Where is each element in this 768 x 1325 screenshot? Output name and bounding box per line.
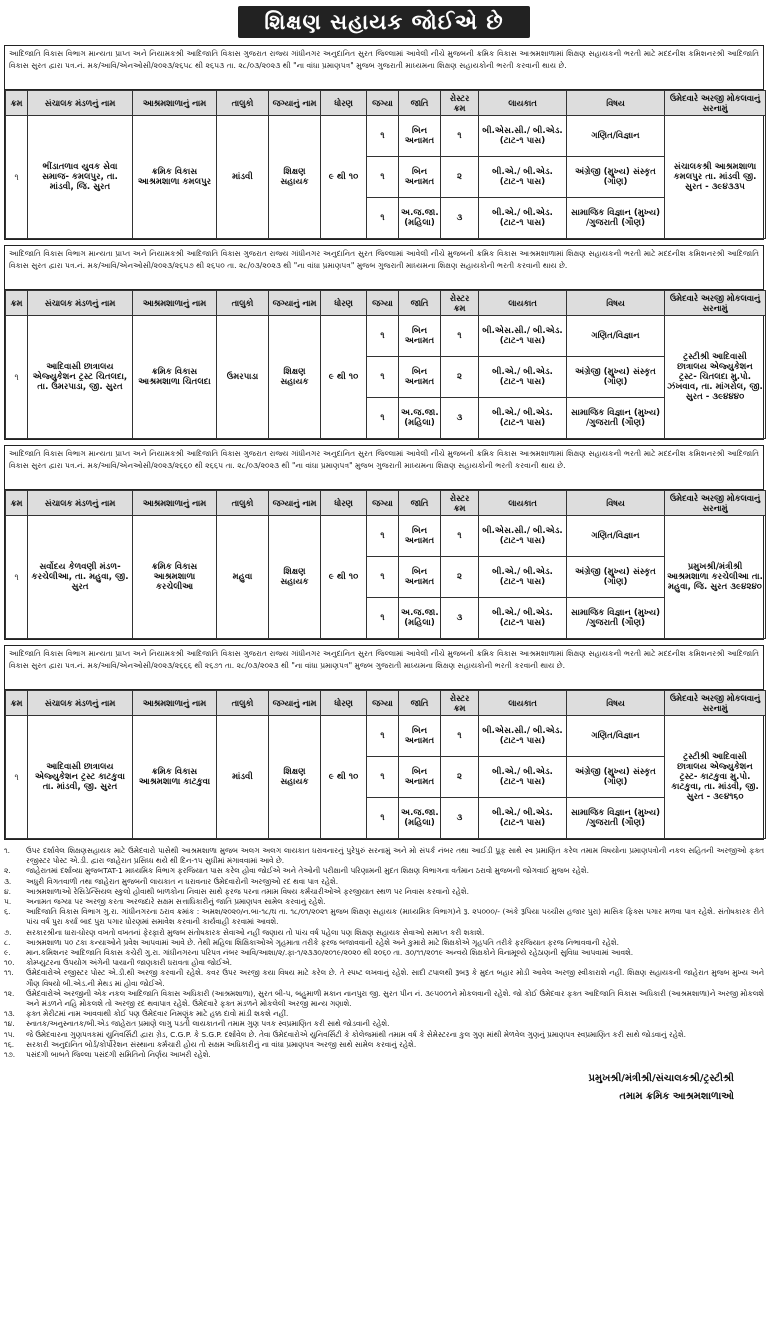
- note-number: ૫.: [4, 897, 12, 907]
- blocks-container: [4, 45, 764, 840]
- note-text: સ્નાતક/અનુસ્નાતક/બી.એડ જાહેરાત પ્રમાણે લાગુ પડતી લાયકાતની તમામ ગુણ પત્રક સ્વપ્રમાણિત કરી સાથે જોડવાની રહેશે.: [26, 1019, 390, 1029]
- column-header: લાયકાત: [479, 291, 567, 316]
- column-header: જગ્યા: [367, 491, 399, 516]
- note-number: ૬.: [4, 907, 11, 917]
- cell-management-name: આદિવાસી છાત્રાલય એજ્યુકેશન ટ્રસ્ટ ચિતલદા, તા. ઉમરપાડા, જી. સુરત: [28, 316, 133, 439]
- note-item: [4, 846, 764, 866]
- cell-standard: ૯ થી ૧૦: [321, 516, 367, 639]
- column-header: જાતિ: [399, 491, 441, 516]
- cell-vacancy-count: ૧: [367, 557, 399, 598]
- cell-roster-no: ૨: [441, 757, 479, 798]
- note-text: કોમ્પ્યુટરના ઉપયોગ અંગેની પાયાની જાણકારી ધરાવતા હોવા જોઈએ.: [26, 958, 232, 968]
- note-number: ૧૧.: [4, 968, 14, 978]
- cell-vacancy-count: ૧: [367, 198, 399, 239]
- cell-taluka: માંડવી: [217, 716, 269, 839]
- cell-qualification: બી.એ./ બી.એડ. (ટાટ-૧ પાસ): [479, 798, 567, 839]
- cell-qualification: બી.એ./ બી.એડ. (ટાટ-૧ પાસ): [479, 757, 567, 798]
- cell-address: ટ્રસ્ટીશ્રી આદિવાસી છાત્રાલય એજ્યુકેશન ટ્રસ્ટ- કાટકુવા મુ.પો. કાટકુવા, તા. માંડવી, જી. સુરત - ૩૯૪૧૬૦: [665, 716, 766, 839]
- column-header: ઉમેદવારે અરજી મોકલવાનું સરનામું: [665, 291, 766, 316]
- column-header: વિષય: [567, 91, 665, 116]
- column-header: રોસ્ટર ક્રમ: [441, 291, 479, 316]
- note-item: [4, 877, 764, 887]
- recruitment-block: [4, 245, 764, 440]
- cell-serial: ૧: [6, 316, 28, 439]
- cell-caste: અ.જ.જા. (મહિલા): [399, 598, 441, 639]
- note-text: ઉપર દર્શાવેલ શિક્ષણસહાયક માટે ઉમેદવારો પાસેથી આશ્રમશાળા મુજબ અલગ અલગ લાયકાત ધરાવનારનું પુરેપુરું સરનામું અને મો સંપર્ક નંબર તથા આઈડી પ્રૂફ સાથે સ્વ પ્રમાણિત કરેલ તમામ વિષયોના પ્રમાણપત્રોની નકલ સહિતની અરજીઓ ફક્ત રજીસ્ટર પોસ્ટ એ.ડી. દ્વારા જાહેરાત પ્રસિધ્ધ થયે થી દિન-૧૫ સુધીમાં મંગાવવામાં આવે છે.: [26, 846, 764, 866]
- cell-qualification: બી.એસ.સી./ બી.એડ. (ટાટ-૧ પાસ): [479, 316, 567, 357]
- note-item: [4, 887, 764, 897]
- column-header: જગ્યાનું નામ: [269, 291, 321, 316]
- note-item: [4, 1040, 764, 1050]
- cell-serial: ૧: [6, 516, 28, 639]
- note-number: ૧૭.: [4, 1050, 16, 1060]
- cell-subject: સામાજિક વિજ્ઞાન (મુખ્ય) /ગુજરાતી (ગૌણ): [567, 198, 665, 239]
- cell-address: પ્રમુખશ્રી/મંત્રીશ્રી આશ્રમશાળા કરચેલીઆ તા. મહુવા, જિ. સુરત ૩૯૪૨૪૦: [665, 516, 766, 639]
- signature-line-2: તમામ ક્રમિક આશ્રમશાળાઓ: [619, 1091, 734, 1103]
- note-text: ફક્ત મેરીટમાં નામ આવવાથી કોઈ પણ ઉમેદવાર નિમણુંક માટે હક્ક દાવો માંડી શકશે નહીં.: [26, 1009, 289, 1019]
- column-header: ઉમેદવારે અરજી મોકલવાનું સરનામું: [665, 691, 766, 716]
- cell-roster-no: ૨: [441, 357, 479, 398]
- cell-roster-no: ૩: [441, 198, 479, 239]
- cell-vacancy-count: ૧: [367, 798, 399, 839]
- cell-qualification: બી.એ./ બી.એડ. (ટાટ-૧ પાસ): [479, 157, 567, 198]
- note-item: [4, 1009, 764, 1019]
- column-header: જાતિ: [399, 91, 441, 116]
- column-header: તાલુકો: [217, 491, 269, 516]
- column-header: સંચાલક મંડળનું નામ: [28, 291, 133, 316]
- column-header: સંચાલક મંડળનું નામ: [28, 91, 133, 116]
- advertisement-page: [4, 0, 764, 1106]
- note-number: ૧.: [4, 846, 10, 855]
- note-number: ૭.: [4, 927, 12, 937]
- column-header: જાતિ: [399, 691, 441, 716]
- note-text: માન.કમિશનર આદિજાતિ વિકાસ કચેરી ગુ.રા. ગાંધીનગરના પરિપત્ર નંબર આવિ/આશા/૨/.ફા-૧/૨૩૩૦/૨૦૧૯/૨૦૨૦ થી ૨૦૬૦ તા. ૩૦/૧૧/૨૦૧૯ અન્વયે શિક્ષકોને વિનામૂલ્યે રહેઠાણની સુવિધા આપવામાં આવશે.: [26, 948, 634, 958]
- cell-subject: અંગ્રેજી (મુખ્ય) સંસ્કૃત (ગૌણ): [567, 557, 665, 598]
- cell-roster-no: ૨: [441, 557, 479, 598]
- cell-caste: બિન અનામત: [399, 516, 441, 557]
- cell-caste: બિન અનામત: [399, 557, 441, 598]
- column-header: રોસ્ટર ક્રમ: [441, 491, 479, 516]
- cell-roster-no: ૩: [441, 598, 479, 639]
- cell-ashram-name: ક્રમિક વિકાસ આશ્રમશાળા કાટકુવા: [133, 716, 217, 839]
- block-intro: આદિજાતિ વિકાસ વિભાગ માન્યતા પ્રાપ્ત અને નિયામકશ્રી આદિજાતિ વિકાસ ગુજરાત રાજ્ય ગાંધીનગર અનુદાનિત સુરત જિલ્લામાં આવેલી નીચે મુજબની ક્રમિક વિકાસ આશ્રમશાળામાં શિક્ષણ સહાયકની ભરતી માટે મદદનીશ કમિશનરશ્રી આદિજાતિ વિકાસ સુરત દ્વારા પત્ર.નં. મક/આવિ/એનઓસી/૨૦૨૩/૨૬૫૮ થી ૨૬૫૩ તા. ૨૮/૦૩/૨૦૨૩ થી "ના વાંધા પ્રમાણપત્ર" મુજબ ગુજરાતી માધ્યમના શિક્ષણ સહાયકોની ભરતી કરવાની થાય છે.: [5, 46, 763, 90]
- note-number: ૧૬.: [4, 1039, 15, 1049]
- block-intro: આદિજાતિ વિકાસ વિભાગ માન્યતા પ્રાપ્ત અને નિયામકશ્રી આદિજાતિ વિકાસ ગુજરાત રાજ્ય ગાંધીનગર અનુદાનિત સુરત જિલ્લામાં આવેલી નીચે મુજબની ક્રમિક વિકાસ આશ્રમશાળામાં શિક્ષણ સહાયકની ભરતી માટે મદદનીશ કમિશનરશ્રી આદિજાતિ વિકાસ સુરત દ્વારા પત્ર.નં. મક/આવિ/એનઓસી/૨૦૨૩/૨૬૬૦ થી ૨૬૬૫ તા. ૨૮/૦૩/૨૦૨૩ થી "ના વાંધા પ્રમાણપત્ર" મુજબ ગુજરાતી માધ્યમના શિક્ષણ સહાયકોની ભરતી કરવાની થાય છે.: [5, 446, 763, 490]
- column-header: ધોરણ: [321, 691, 367, 716]
- cell-vacancy-count: ૧: [367, 357, 399, 398]
- cell-subject: ગણિત/વિજ્ઞાન: [567, 316, 665, 357]
- column-header: ધોરણ: [321, 491, 367, 516]
- cell-vacancy-count: ૧: [367, 516, 399, 557]
- table-row: [6, 116, 766, 157]
- column-header: ધોરણ: [321, 91, 367, 116]
- note-number: ૯.: [4, 948, 11, 958]
- note-item: [4, 989, 764, 1009]
- column-header: લાયકાત: [479, 91, 567, 116]
- column-header: આશ્રમશાળાનું નામ: [133, 691, 217, 716]
- column-header: જગ્યા: [367, 691, 399, 716]
- vacancy-table: [5, 290, 766, 439]
- note-text: ઉમેદવારોએ અરજીની એક નકલ આદિજાતિ વિકાસ અધિકારી (આશ્રમશાળા), સુરત બી-૫, બહુમાળી મકાન નાનપુરા જી. સુરત પીન નં. ૩૯૫૦૦૧ને મોકલવાની રહેશે. જો કોઈ ઉમેદવાર ફક્ત આદિજાતિ વિકાસ અધિકારી (આશ્રમશાળા)ને અરજી મોકલશે અને મંડળને નહિ મોકલશે તો અરજી રદ થવાપાત્ર રહેશે. ઉમેદવારે ફક્ત મંડળને મોકલેલી અરજી માન્ય ગણાશે.: [26, 988, 764, 1009]
- cell-ashram-name: ક્રમિક વિકાસ આશ્રમશાળા કમલપુર: [133, 116, 217, 239]
- note-text: ઉમેદવારોએ રજીસ્ટર પોસ્ટ એ.ડી.થી અરજી કરવાની રહેશે. કવર ઉપર અરજી કયા વિષય માટે કરેલ છે. તે સ્પષ્ટ લખવાનું રહેશે. સાદી ટપાલથી રૂબરૂ કે મુદત બહાર મોડી આવેલ અરજી સ્વીકારાશે નહીં. શિક્ષણ સહાયકની જાહેરાત મુજબ મુખ્ય અને ગૌણ વિષયો બી.એડ.ની મેથડ માં હોવા જોઈએ.: [26, 968, 764, 988]
- column-header: વિષય: [567, 291, 665, 316]
- block-intro: આદિજાતિ વિકાસ વિભાગ માન્યતા પ્રાપ્ત અને નિયામકશ્રી આદિજાતિ વિકાસ ગુજરાત રાજ્ય ગાંધીનગર અનુદાનિત સુરત જિલ્લામાં આવેલી નીચે મુજબની ક્રમિક વિકાસ આશ્રમશાળામાં શિક્ષણ સહાયકની ભરતી માટે મદદનીશ કમિશનરશ્રી આદિજાતિ વિકાસ સુરત દ્વારા પત્ર.નં. મક/આવિ/એનઓસી/૨૦૨૩/૨૬૫૭ થી ૨૬૫૦ તા. ૨૮/૦૩/૨૦૨૩ થી "ના વાંધા પ્રમાણપત્ર" મુજબ ગુજરાતી માધ્યમના શિક્ષણ સહાયકોની ભરતી કરવાની થાય છે.: [5, 246, 763, 290]
- vacancy-table: [5, 690, 766, 839]
- cell-caste: બિન અનામત: [399, 357, 441, 398]
- cell-ashram-name: ક્રમિક વિકાસ આશ્રમશાળા કરચેલીઆ: [133, 516, 217, 639]
- note-text: જે ઉમેદવારના ગુણપત્રકમાં યુનિવર્સિટી દ્વારા ગ્રેડ, C.G.P. કે S.G.P. દર્શાવેલ છે. તેવા ઉમેદવારોએ યુનિવર્સિટી કે કોલેજમાંથી તમામ વર્ષ કે સેમેસ્ટરના કુલ ગુણ માંથી મેળવેલ ગુણનું પ્રમાણપત્ર સ્વપ્રમાણિત કરી સાથે જોડવાનું રહેશે.: [26, 1029, 687, 1039]
- column-header: જગ્યાનું નામ: [269, 91, 321, 116]
- cell-vacancy-count: ૧: [367, 398, 399, 439]
- cell-caste: બિન અનામત: [399, 157, 441, 198]
- note-text: સરકારી અનુદાનિત બોર્ડ/કોર્પોરેશન સંસ્થાના કર્મચારી હોય તો સક્ષમ અધિકારીનું ના વાંધા પ્રમાણપત્ર અરજી સાથે સામેલ કરવાનું રહેશે.: [26, 1039, 417, 1049]
- note-number: ૧૨.: [4, 988, 15, 998]
- note-item: [4, 1030, 764, 1040]
- note-number: ૧૩.: [4, 1009, 15, 1019]
- cell-qualification: બી.એસ.સી./ બી.એડ. (ટાટ-૧ પાસ): [479, 516, 567, 557]
- note-text: જાહેરાતમાં દર્શાવ્યા મુજબTAT-1 માધ્યમિક વિભાગ ફરજિયાત પાસ કરેલ હોવા જોઈએ અને તેઓની પરીક્ષાની પરિણામની મુદત શિક્ષણ વિભાગના વર્તમાન ઠરાવો મુજબની જોગવાઈ મુજબ રહેશે.: [26, 866, 589, 876]
- note-number: ૩.: [4, 876, 12, 886]
- cell-caste: અ.જ.જા. (મહિલા): [399, 798, 441, 839]
- note-item: [4, 948, 764, 958]
- cell-vacancy-count: ૧: [367, 116, 399, 157]
- cell-standard: ૯ થી ૧૦: [321, 316, 367, 439]
- notes-list: [4, 846, 764, 1060]
- cell-standard: ૯ થી ૧૦: [321, 716, 367, 839]
- signature-line-1: પ્રમુખશ્રી/મંત્રીશ્રી/સંચાલકશ્રી/ટ્રસ્ટીશ્રી: [588, 1073, 734, 1085]
- cell-subject: અંગ્રેજી (મુખ્ય) સંસ્કૃત (ગૌણ): [567, 157, 665, 198]
- cell-subject: અંગ્રેજી (મુખ્ય) સંસ્કૃત (ગૌણ): [567, 757, 665, 798]
- page-title: શિક્ષણ સહાયક જોઈએ છે: [238, 6, 529, 38]
- note-item: [4, 897, 764, 907]
- column-header: આશ્રમશાળાનું નામ: [133, 291, 217, 316]
- cell-vacancy-count: ૧: [367, 716, 399, 757]
- cell-serial: ૧: [6, 116, 28, 239]
- column-header: આશ્રમશાળાનું નામ: [133, 91, 217, 116]
- note-number: ૧૦.: [4, 958, 15, 968]
- cell-roster-no: ૧: [441, 516, 479, 557]
- cell-subject: ગણિત/વિજ્ઞાન: [567, 716, 665, 757]
- column-header: જગ્યાનું નામ: [269, 691, 321, 716]
- cell-subject: સામાજિક વિજ્ઞાન (મુખ્ય) /ગુજરાતી (ગૌણ): [567, 798, 665, 839]
- cell-qualification: બી.એ./ બી.એડ. (ટાટ-૧ પાસ): [479, 357, 567, 398]
- cell-roster-no: ૩: [441, 798, 479, 839]
- note-item: [4, 866, 764, 876]
- cell-roster-no: ૨: [441, 157, 479, 198]
- column-header: ઉમેદવારે અરજી મોકલવાનું સરનામું: [665, 491, 766, 516]
- note-item: [4, 1050, 764, 1060]
- cell-taluka: માંડવી: [217, 116, 269, 239]
- cell-address: સંચાલકશ્રી આશ્રમશાળા કમલપુર તા. માંડવી જી. સુરત - ૩૯૪૩૩૫: [665, 116, 766, 239]
- vacancy-table: [5, 90, 766, 239]
- cell-subject: અંગ્રેજી (મુખ્ય) સંસ્કૃત (ગૌણ): [567, 357, 665, 398]
- signature: [4, 1070, 764, 1106]
- column-header: રોસ્ટર ક્રમ: [441, 91, 479, 116]
- note-text: આદિજાતિ વિકાસ વિભાગ ગુ.રા. ગાંધીનગરના ઠરાવ ક્રમાંક : અમશ/૨૦૨૦/ન.બા-૧૮/ઘ તા. ૧૮/૦૧/૨૦૨૧ મુજબ શિક્ષણ સહાયક (માધ્યમિક વિભાગ)ને રૂ. ૨૫૦૦૦/- (અંકે રૂપિયા પચ્ચીસ હજાર પુરા) માસિક ફિક્સ પગાર મળવા પાત્ર રહેશે. સંતોષકારક રીતે પાંચ વર્ષ પુરા કર્યા બાદ પુરા પગાર ધોરણમાં સમાવેશ કરવાની કાર્યવાહી કરવામાં આવશે.: [26, 907, 764, 927]
- column-header: લાયકાત: [479, 691, 567, 716]
- note-number: ૧૪.: [4, 1019, 15, 1029]
- cell-qualification: બી.એ./ બી.એડ. (ટાટ-૧ પાસ): [479, 198, 567, 239]
- column-header: તાલુકો: [217, 291, 269, 316]
- cell-management-name: ભીંડાતળાવ યુવક સેવા સમાજ- કમલપુર, તા. માંડવી, જિ. સુરત: [28, 116, 133, 239]
- column-header: ઉમેદવારે અરજી મોકલવાનું સરનામું: [665, 91, 766, 116]
- cell-roster-no: ૧: [441, 316, 479, 357]
- note-number: ૧૫.: [4, 1029, 15, 1039]
- cell-address: ટ્રસ્ટીશ્રી આદિવાસી છાત્રાલય એજ્યુકેશન ટ્રસ્ટ- ચિતલદા મુ.પો. ઝંખવાવ, તા. માંગરોલ, જી. સુરત - ૩૯૪૪૪૦: [665, 316, 766, 439]
- column-header: રોસ્ટર ક્રમ: [441, 691, 479, 716]
- vacancy-table: [5, 490, 766, 639]
- column-header: જગ્યા: [367, 291, 399, 316]
- cell-qualification: બી.એ./ બી.એડ. (ટાટ-૧ પાસ): [479, 398, 567, 439]
- cell-subject: સામાજિક વિજ્ઞાન (મુખ્ય) /ગુજરાતી (ગૌણ): [567, 598, 665, 639]
- cell-caste: બિન અનામત: [399, 116, 441, 157]
- cell-caste: બિન અનામત: [399, 316, 441, 357]
- note-item: [4, 938, 764, 948]
- note-number: ૮.: [4, 937, 11, 947]
- note-item: [4, 968, 764, 988]
- recruitment-block: [4, 645, 764, 840]
- note-item: [4, 907, 764, 927]
- column-header: લાયકાત: [479, 491, 567, 516]
- cell-roster-no: ૧: [441, 716, 479, 757]
- cell-caste: અ.જ.જા. (મહિલા): [399, 198, 441, 239]
- cell-subject: સામાજિક વિજ્ઞાન (મુખ્ય) /ગુજરાતી (ગૌણ): [567, 398, 665, 439]
- cell-roster-no: ૩: [441, 398, 479, 439]
- column-header: વિષય: [567, 691, 665, 716]
- column-header: જગ્યાનું નામ: [269, 491, 321, 516]
- cell-vacancy-count: ૧: [367, 598, 399, 639]
- note-text: આશ્રમશાળા ૫૦ ટકા કન્યાઓને પ્રવેશ આપવામાં આવે છે. તેથી મહિલા શિક્ષિકાઓએ ગૃહમાતા તરીકે ફરજ બજાવવાની રહેશે અને કુમારો માટે શિક્ષકોએ ગૃહપતિ તરીકે ફરજિયાત ફરજ નિભાવવાની રહેશે.: [26, 937, 619, 947]
- note-text: અનામત જગ્યા પર અરજી કરતા અરજદારે સક્ષમ સત્તાધિકારીનું જાતિ પ્રમાણપત્ર સામેલ કરવાનું રહેશે.: [26, 897, 326, 907]
- cell-vacancy-count: ૧: [367, 316, 399, 357]
- cell-subject: ગણિત/વિજ્ઞાન: [567, 116, 665, 157]
- note-text: સરકારશ્રીના ધારા-ધોરણ વખતો વખતનાં ફેરફારો મુજબ સંતોષકારક સેવાઓ નહીં જણાય તો પાંચ વર્ષ પહેલા પણ શિક્ષણ સહાયક સેવાઓ સમાપ્ત કરી શકાશે.: [26, 927, 485, 937]
- cell-post-name: શિક્ષણ સહાયક: [269, 116, 321, 239]
- cell-post-name: શિક્ષણ સહાયક: [269, 516, 321, 639]
- column-header: ધોરણ: [321, 291, 367, 316]
- block-intro: આદિજાતિ વિકાસ વિભાગ માન્યતા પ્રાપ્ત અને નિયામકશ્રી આદિજાતિ વિકાસ ગુજરાત રાજ્ય ગાંધીનગર અનુદાનિત સુરત જિલ્લામાં આવેલી નીચે મુજબની ક્રમિક વિકાસ આશ્રમશાળામાં શિક્ષણ સહાયકની ભરતી માટે મદદનીશ કમિશનરશ્રી આદિજાતિ વિકાસ સુરત દ્વારા પત્ર.નં. મક/આવિ/એનઓસી/૨૦૨૩/૨૬૬૬ થી ૨૬૭૧ તા. ૨૮/૦૩/૨૦૨૩ થી "ના વાંધા પ્રમાણપત્ર" મુજબ ગુજરાતી માધ્યમના શિક્ષણ સહાયકોની ભરતી કરવાની થાય છે.: [5, 646, 763, 690]
- cell-serial: ૧: [6, 716, 28, 839]
- table-row: [6, 316, 766, 357]
- column-header: ક્રમ: [6, 91, 28, 116]
- note-item: [4, 928, 764, 938]
- cell-caste: બિન અનામત: [399, 757, 441, 798]
- note-text: અધુરી વિગતવાળી તથા જાહેરાત મુજબની લાયકાત ન ધરાવનાર ઉમેદવારોની અરજીઓ રદ થવા પાત્ર રહેશે.: [26, 876, 339, 886]
- note-number: ૨.: [4, 866, 11, 876]
- cell-taluka: મહુવા: [217, 516, 269, 639]
- cell-post-name: શિક્ષણ સહાયક: [269, 316, 321, 439]
- title-bar: [4, 6, 764, 40]
- cell-qualification: બી.એ./ બી.એડ. (ટાટ-૧ પાસ): [479, 598, 567, 639]
- note-item: [4, 958, 764, 968]
- cell-taluka: ઉમરપાડા: [217, 316, 269, 439]
- cell-ashram-name: ક્રમિક વિકાસ આશ્રમશાળા ચિતલદા: [133, 316, 217, 439]
- cell-standard: ૯ થી ૧૦: [321, 116, 367, 239]
- cell-post-name: શિક્ષણ સહાયક: [269, 716, 321, 839]
- note-text: પસંદગી બાબતે જિલ્લા પસંદગી સમિતિનો નિર્ણય આખરી રહેશે.: [26, 1050, 211, 1060]
- cell-qualification: બી.એસ.સી./ બી.એડ. (ટાટ-૧ પાસ): [479, 116, 567, 157]
- column-header: જગ્યા: [367, 91, 399, 116]
- table-row: [6, 516, 766, 557]
- cell-qualification: બી.એસ.સી./ બી.એડ. (ટાટ-૧ પાસ): [479, 716, 567, 757]
- column-header: ક્રમ: [6, 691, 28, 716]
- cell-qualification: બી.એ./ બી.એડ. (ટાટ-૧ પાસ): [479, 557, 567, 598]
- recruitment-block: [4, 445, 764, 640]
- cell-roster-no: ૧: [441, 116, 479, 157]
- column-header: વિષય: [567, 491, 665, 516]
- cell-vacancy-count: ૧: [367, 157, 399, 198]
- column-header: ક્રમ: [6, 291, 28, 316]
- column-header: તાલુકો: [217, 91, 269, 116]
- column-header: તાલુકો: [217, 691, 269, 716]
- recruitment-block: [4, 45, 764, 240]
- cell-subject: ગણિત/વિજ્ઞાન: [567, 516, 665, 557]
- column-header: સંચાલક મંડળનું નામ: [28, 491, 133, 516]
- note-number: ૪.: [4, 886, 11, 896]
- cell-vacancy-count: ૧: [367, 757, 399, 798]
- table-row: [6, 716, 766, 757]
- note-text: આશ્રમશાળાઓ રેસિડેન્સિયલ સ્કુલો હોવાથી બાળકોના નિવાસ સાથે ફરજ પરના તમામ વિષય કર્મચારીઓએ ફરજીયાત સ્થળ પર નિવાસ કરવાનો રહેશે.: [26, 886, 469, 896]
- note-item: [4, 1019, 764, 1029]
- cell-caste: બિન અનામત: [399, 716, 441, 757]
- cell-management-name: આદિવાસી છાત્રાલય એજ્યુકેશન ટ્રસ્ટ કાટકુવા તા. માંડવી, જી. સુરત: [28, 716, 133, 839]
- cell-caste: અ.જ.જા. (મહિલા): [399, 398, 441, 439]
- column-header: સંચાલક મંડળનું નામ: [28, 691, 133, 716]
- cell-management-name: સર્વોદય કેળવણી મંડળ- કરચેલીઆ, તા. મહુવા, જી. સુરત: [28, 516, 133, 639]
- column-header: જાતિ: [399, 291, 441, 316]
- column-header: ક્રમ: [6, 491, 28, 516]
- column-header: આશ્રમશાળાનું નામ: [133, 491, 217, 516]
